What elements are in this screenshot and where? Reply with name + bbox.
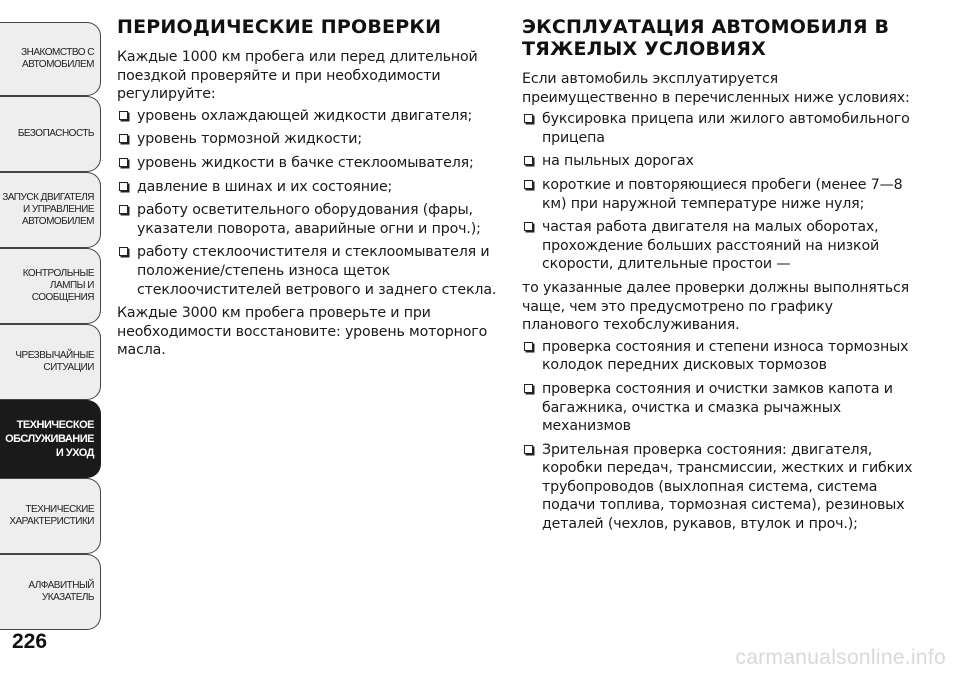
list-item: Зрительная проверка состояния: двигателя, коробки передач, трансмиссии, жестких и гибких трубопроводов (выхлопная система, система подачи топлива, тормозная система), резиновых деталей (чехлов, рукавов, втулок и проч.); <box>522 441 914 534</box>
list-item: короткие и повторяющиеся пробеги (менее 7—8 км) при наружной температуре ниже нуля; <box>522 176 914 213</box>
list-item: уровень жидкости в бачке стеклоомывателя; <box>117 154 499 173</box>
outro-paragraph: Каждые 3000 км пробега проверьте и при необходимости восстановите: уровень моторного масла. <box>117 305 488 359</box>
list-item: на пыльных дорогах <box>522 152 914 171</box>
tab-safety[interactable]: БЕЗОПАСНОСТЬ <box>0 96 101 172</box>
intro-paragraph: Каждые 1000 км пробега или перед длительной поездкой проверяйте и при необходимости регулируйте: <box>117 49 478 103</box>
checklist <box>117 107 499 299</box>
section-title: ПЕРИОДИЧЕСКИЕ ПРОВЕРКИ <box>117 16 442 38</box>
checkbox-bullet-icon <box>524 156 533 165</box>
checkbox-bullet-icon <box>119 158 128 167</box>
tab-maintenance[interactable]: ТЕХНИЧЕСКОЕ ОБСЛУЖИВАНИЕ И УХОД <box>0 400 101 478</box>
intro-paragraph: Если автомобиль эксплуатируется преимущественно в перечисленных ниже условиях: <box>522 71 910 106</box>
list-item: буксировка прицепа или жилого автомобильного прицепа <box>522 110 914 147</box>
periodic-checks-section <box>117 16 499 363</box>
checkbox-bullet-icon <box>524 384 533 393</box>
tab-intro[interactable]: ЗНАКОМСТВО С АВТОМОБИЛЕМ <box>0 22 101 96</box>
checkbox-bullet-icon <box>119 247 128 256</box>
list-item: уровень охлаждающей жидкости двигателя; <box>117 107 499 126</box>
checks-list <box>522 338 914 534</box>
tab-warning-lights[interactable]: КОНТРОЛЬНЫЕ ЛАМПЫ И СООБЩЕНИЯ <box>0 248 101 324</box>
checkbox-bullet-icon <box>119 134 128 143</box>
list-item: работу стеклоочистителя и стеклоомывателя и положение/степень износа щеток стеклоочистителей ветрового и заднего стекла. <box>117 243 499 299</box>
checkbox-bullet-icon <box>524 180 533 189</box>
tab-emergencies[interactable]: ЧРЕЗВЫЧАЙНЫЕ СИТУАЦИИ <box>0 324 101 400</box>
watermark: carmanualsonline.info <box>735 646 946 669</box>
page-number: 226 <box>12 630 48 653</box>
tab-technical-specs[interactable]: ТЕХНИЧЕСКИЕ ХАРАКТЕРИСТИКИ <box>0 478 101 554</box>
checkbox-bullet-icon <box>524 114 533 123</box>
checkbox-bullet-icon <box>119 182 128 191</box>
tab-index[interactable]: АЛФАВИТНЫЙ УКАЗАТЕЛЬ <box>0 554 101 630</box>
middle-paragraph: то указанные далее проверки должны выполняться чаще, чем это предусмотрено по графику планового техобслуживания. <box>522 279 910 334</box>
list-item: уровень тормозной жидкости; <box>117 130 499 149</box>
tab-starting-driving[interactable]: ЗАПУСК ДВИГАТЕЛЯ И УПРАВЛЕНИЕ АВТОМОБИЛЕМ <box>0 172 101 248</box>
list-item: проверка состояния и степени износа тормозных колодок передних дисковых тормозов <box>522 338 914 375</box>
list-item: проверка состояния и очистки замков капота и багажника, очистка и смазка рычажных механизмов <box>522 380 914 436</box>
severe-conditions-section <box>522 16 914 539</box>
checkbox-bullet-icon <box>524 445 533 454</box>
section-title: ЭКСПЛУАТАЦИЯ АВТОМОБИЛЯ В ТЯЖЕЛЫХ УСЛОВИЯХ <box>522 16 890 60</box>
list-item: частая работа двигателя на малых оборотах, прохождение больших расстояний на низкой скорости, длительные простои — <box>522 218 914 274</box>
checkbox-bullet-icon <box>524 222 533 231</box>
list-item: давление в шинах и их состояние; <box>117 178 499 197</box>
conditions-list <box>522 110 914 274</box>
checkbox-bullet-icon <box>119 205 128 214</box>
checkbox-bullet-icon <box>119 111 128 120</box>
list-item: работу осветительного оборудования (фары, указатели поворота, аварийные огни и проч.); <box>117 201 499 238</box>
checkbox-bullet-icon <box>524 342 533 351</box>
